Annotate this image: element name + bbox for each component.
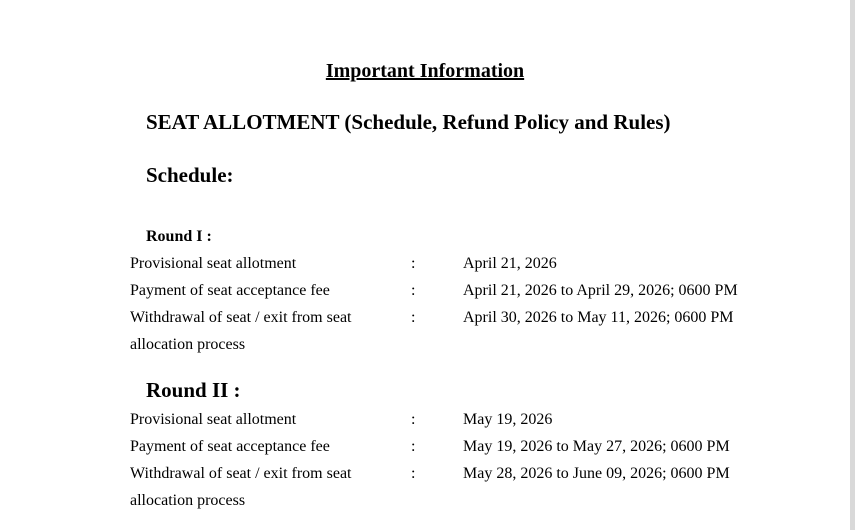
row-label-continuation: allocation process — [130, 492, 246, 509]
page-title: Important Information — [325, 60, 525, 82]
viewer-edge — [850, 0, 855, 530]
row-label: Payment of seat acceptance fee — [130, 282, 330, 299]
schedule-row — [130, 460, 790, 509]
row-value: April 30, 2026 to May 11, 2026; 0600 PM — [463, 309, 734, 326]
schedule-row — [130, 304, 790, 353]
row-label: Payment of seat acceptance fee — [130, 438, 330, 455]
row-label: Withdrawal of seat / exit from seat — [130, 465, 352, 482]
row-separator: : — [411, 438, 416, 455]
row-value: April 21, 2026 — [463, 255, 557, 272]
row-label: Provisional seat allotment — [130, 255, 297, 272]
schedule-row — [130, 250, 790, 277]
row-label: Withdrawal of seat / exit from seat — [130, 309, 352, 326]
row-separator: : — [411, 282, 416, 299]
row-value: May 19, 2026 — [463, 411, 553, 428]
row-separator: : — [411, 255, 416, 272]
schedule-row — [130, 406, 790, 433]
row-separator: : — [411, 309, 416, 326]
row-separator: : — [411, 411, 416, 428]
row-label-continuation: allocation process — [130, 336, 246, 353]
row-value: May 28, 2026 to June 09, 2026; 0600 PM — [463, 465, 730, 482]
schedule-heading: Schedule: — [146, 163, 234, 187]
round-2-heading: Round II : — [146, 378, 241, 402]
round-1-heading: Round I : — [146, 228, 212, 245]
section-heading: SEAT ALLOTMENT (Schedule, Refund Policy and Rules) — [146, 110, 671, 134]
row-separator: : — [411, 465, 416, 482]
schedule-row — [130, 277, 790, 304]
row-value: April 21, 2026 to April 29, 2026; 0600 PM — [463, 282, 738, 299]
schedule-row — [130, 433, 790, 460]
row-label: Provisional seat allotment — [130, 411, 297, 428]
row-value: May 19, 2026 to May 27, 2026; 0600 PM — [463, 438, 730, 455]
